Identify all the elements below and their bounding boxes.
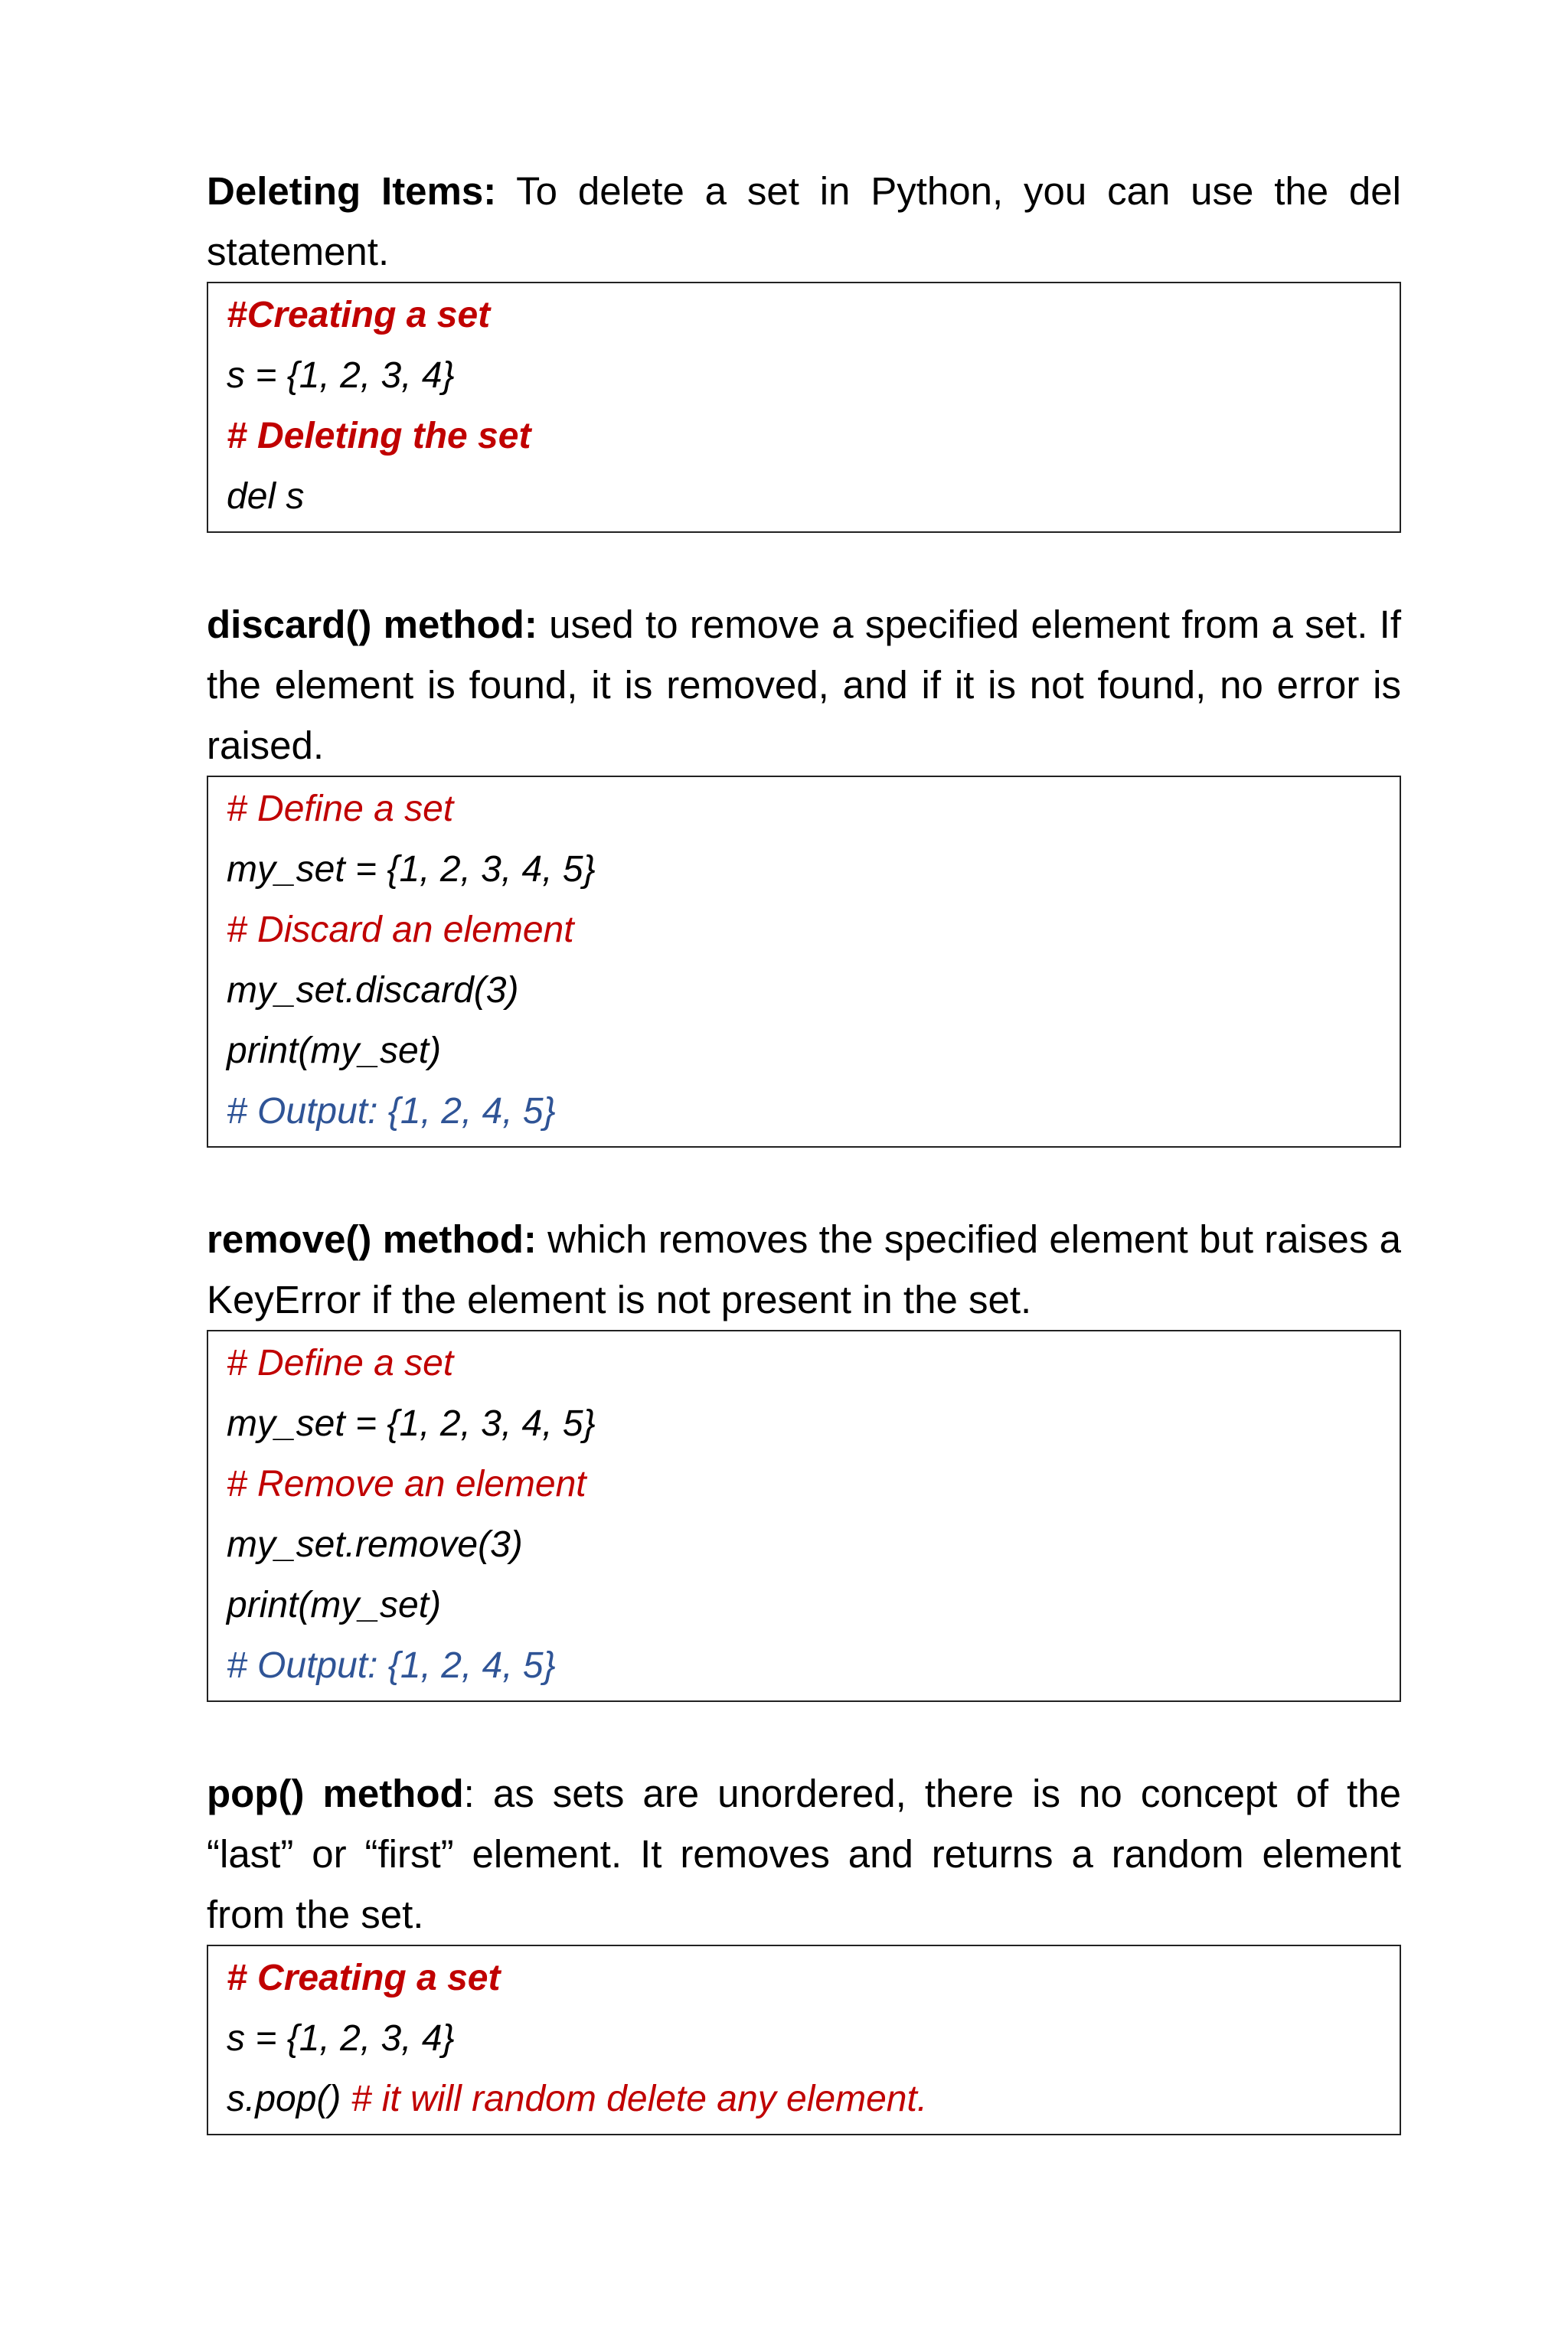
code-line: my_set.remove(3) <box>227 1524 523 1565</box>
code-line: s = {1, 2, 3, 4} <box>227 355 455 396</box>
heading-remove-method: remove() method: <box>207 1217 537 1261</box>
paragraph-discard-method <box>207 594 1401 776</box>
code-block-remove-method <box>207 1330 1401 1702</box>
document-page <box>207 161 1401 2135</box>
code-comment: # Deleting the set <box>227 416 531 456</box>
section-gap <box>207 1148 1401 1209</box>
code-line: del s <box>227 476 305 517</box>
code-line: my_set.discard(3) <box>227 970 519 1011</box>
text-deleting-items: To delete a set in Python, you can use the del statement. <box>207 169 1401 273</box>
code-line: print(my_set) <box>227 1031 442 1071</box>
paragraph-remove-method <box>207 1209 1401 1330</box>
code-line: my_set = {1, 2, 3, 4, 5} <box>227 1403 596 1444</box>
code-line: s.pop() <box>227 2079 351 2119</box>
text-pop-method: : as sets are unordered, there is no concept of the “last” or “first” element. It removes and returns a random element from the set. <box>207 1772 1402 1936</box>
code-comment: # Discard an element <box>227 910 574 950</box>
code-line: print(my_set) <box>227 1585 442 1625</box>
code-line: s = {1, 2, 3, 4} <box>227 2018 455 2059</box>
heading-deleting-items: Deleting Items: <box>207 169 497 213</box>
code-comment: # Define a set <box>227 1343 454 1383</box>
section-gap <box>207 533 1401 594</box>
heading-pop-method: pop() method <box>207 1772 464 1815</box>
heading-discard-method: discard() method: <box>207 603 537 646</box>
code-block-discard-method <box>207 776 1401 1148</box>
text-discard-method: used to remove a specified element from a set. If the element is found, it is removed, and if it is not found, no error is raised. <box>207 603 1402 767</box>
code-block-deleting-items <box>207 282 1401 533</box>
code-comment: #Creating a set <box>227 295 491 335</box>
code-comment: # it will random delete any element. <box>351 2079 928 2119</box>
code-comment: # Define a set <box>227 789 454 829</box>
code-comment: # Remove an element <box>227 1464 586 1504</box>
code-line-with-comment <box>227 2069 1381 2129</box>
code-output-comment: # Output: {1, 2, 4, 5} <box>227 1645 556 1686</box>
code-comment: # Creating a set <box>227 1958 501 1998</box>
paragraph-deleting-items <box>207 161 1401 282</box>
code-output-comment: # Output: {1, 2, 4, 5} <box>227 1091 556 1132</box>
code-block-pop-method <box>207 1945 1401 2135</box>
code-line: my_set = {1, 2, 3, 4, 5} <box>227 849 596 890</box>
text-remove-method: which removes the specified element but raises a KeyError if the element is not present in the set. <box>207 1217 1401 1321</box>
section-gap <box>207 1702 1401 1763</box>
paragraph-pop-method <box>207 1763 1401 1945</box>
